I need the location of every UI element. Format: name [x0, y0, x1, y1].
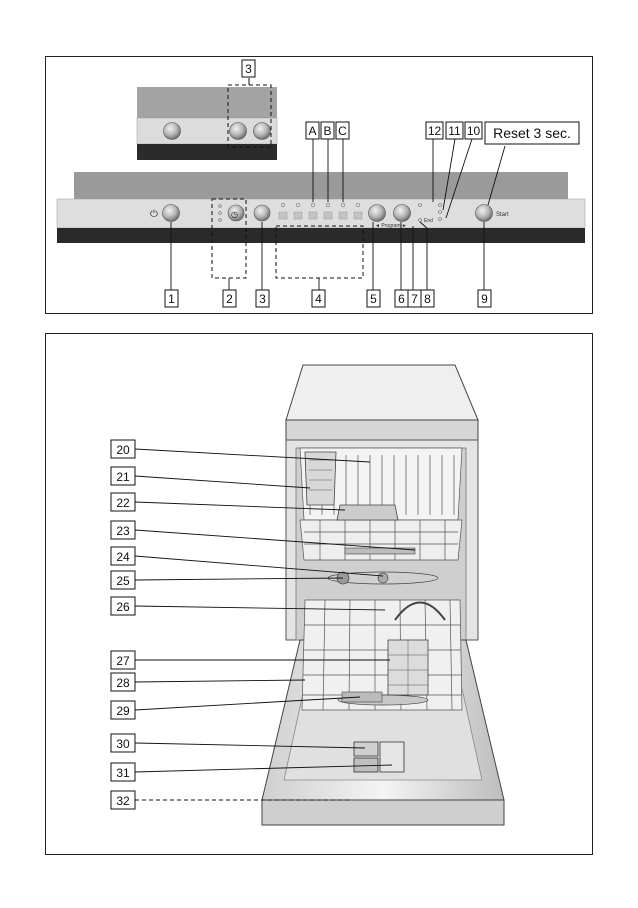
inset-button-mid — [230, 123, 247, 140]
callout-22: 22 — [116, 496, 130, 510]
callout-9: 9 — [481, 292, 488, 306]
callout-2: 2 — [226, 292, 233, 306]
callout-20: 20 — [116, 443, 130, 457]
callout-25: 25 — [116, 574, 130, 588]
callout-4: 4 — [315, 292, 322, 306]
callout-21: 21 — [116, 470, 130, 484]
callout-B: B — [323, 124, 332, 138]
callout-24: 24 — [116, 550, 130, 564]
callout-32: 32 — [116, 794, 130, 808]
end-label: End — [424, 218, 433, 224]
power-button[interactable] — [163, 205, 180, 222]
callout-3-top: 3 — [245, 62, 252, 76]
callout-10: 10 — [466, 124, 481, 138]
callout-7: 7 — [411, 292, 418, 306]
dishwasher-illustration — [262, 365, 504, 825]
start-label: Start — [496, 212, 509, 218]
program-prev-button[interactable] — [369, 205, 386, 222]
callout-C: C — [338, 124, 347, 138]
machine-callouts — [111, 440, 135, 809]
reset-label: Reset 3 sec. — [493, 125, 571, 141]
callout-11: 11 — [448, 124, 461, 138]
callout-3: 3 — [259, 292, 266, 306]
callout-29: 29 — [116, 704, 130, 718]
callout-6: 6 — [398, 292, 405, 306]
callout-28: 28 — [116, 676, 130, 690]
callout-27: 27 — [116, 654, 130, 668]
inset-button-right — [254, 123, 271, 140]
power-symbol-icon: ⏻ — [150, 209, 158, 220]
program-next-button[interactable] — [394, 205, 411, 222]
callout-23: 23 — [116, 524, 130, 538]
callout-12: 12 — [427, 124, 442, 138]
control-panel — [57, 172, 585, 243]
panel-detail-inset — [137, 78, 277, 160]
extra-function-button[interactable] — [254, 205, 270, 221]
callout-5: 5 — [370, 292, 377, 306]
clock-icon: ◷ — [231, 210, 238, 219]
callout-31: 31 — [116, 766, 130, 780]
callout-30: 30 — [116, 737, 130, 751]
program-label: ◄ Program ► — [375, 223, 407, 229]
callout-A: A — [308, 124, 317, 138]
inset-button-left — [164, 123, 181, 140]
callout-26: 26 — [116, 600, 130, 614]
callout-8: 8 — [424, 292, 431, 306]
start-button[interactable] — [476, 205, 493, 222]
callout-1: 1 — [168, 292, 175, 306]
